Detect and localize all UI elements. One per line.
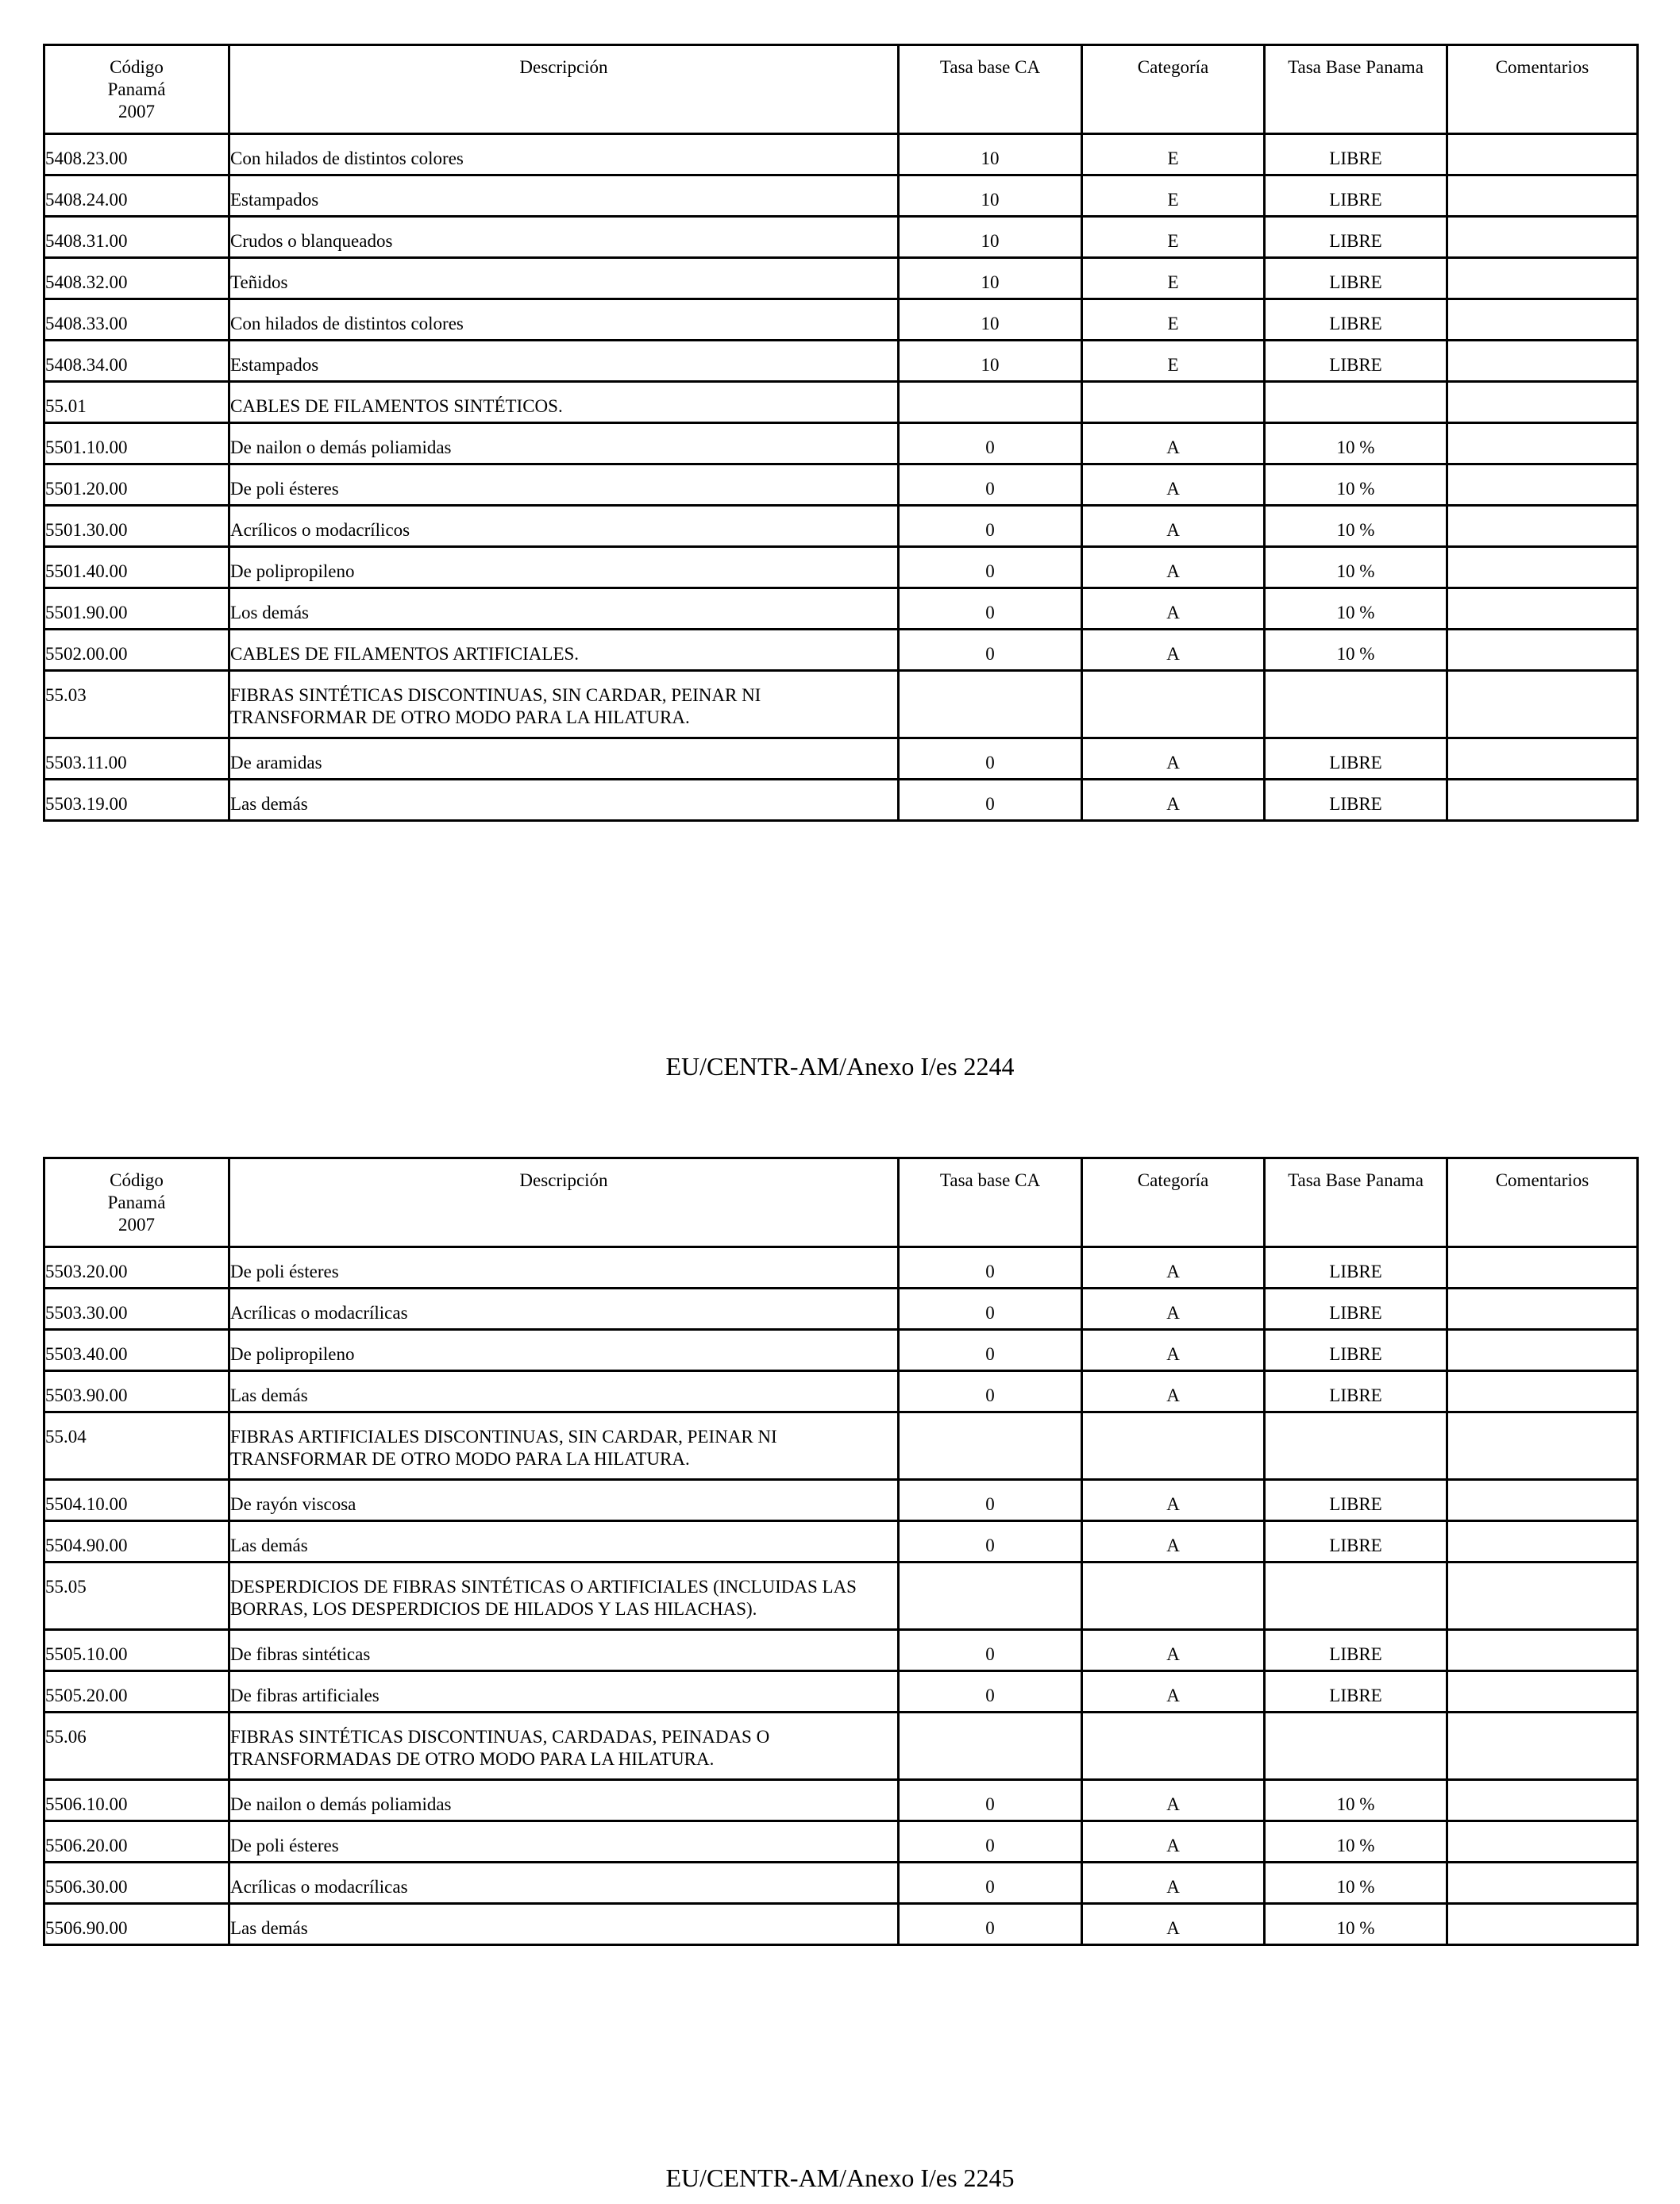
cell-code: 5408.24.00 xyxy=(44,175,229,217)
cell-tasa-base-panama: LIBRE xyxy=(1265,258,1447,299)
cell-comentarios xyxy=(1447,547,1638,588)
header-code: Código Panamá 2007 xyxy=(44,1158,229,1247)
cell-tasa-base-ca xyxy=(899,1713,1082,1780)
cell-tasa-base-panama xyxy=(1265,1412,1447,1480)
cell-tasa-base-ca: 0 xyxy=(899,1330,1082,1371)
cell-code: 5408.34.00 xyxy=(44,341,229,382)
table-row xyxy=(44,1521,1638,1562)
cell-categoria: E xyxy=(1082,299,1265,341)
table-row xyxy=(44,506,1638,547)
cell-tasa-base-panama: 10 % xyxy=(1265,1904,1447,1945)
cell-comentarios xyxy=(1447,738,1638,780)
table-row xyxy=(44,588,1638,630)
cell-comentarios xyxy=(1447,1412,1638,1480)
cell-comentarios xyxy=(1447,1562,1638,1630)
cell-tasa-base-ca: 0 xyxy=(899,738,1082,780)
cell-tasa-base-panama: 10 % xyxy=(1265,588,1447,630)
cell-code: 5408.23.00 xyxy=(44,134,229,175)
cell-tasa-base-panama: LIBRE xyxy=(1265,1330,1447,1371)
cell-comentarios xyxy=(1447,382,1638,423)
page-reference-2244: EU/CENTR-AM/Anexo I/es 2244 xyxy=(665,1052,1015,1081)
cell-tasa-base-ca: 10 xyxy=(899,258,1082,299)
cell-description: CABLES DE FILAMENTOS SINTÉTICOS. xyxy=(229,382,899,423)
cell-code: 5501.40.00 xyxy=(44,547,229,588)
cell-categoria: A xyxy=(1082,738,1265,780)
cell-tasa-base-ca: 0 xyxy=(899,1521,1082,1562)
cell-categoria: A xyxy=(1082,506,1265,547)
cell-code: 55.04 xyxy=(44,1412,229,1480)
cell-categoria xyxy=(1082,671,1265,738)
cell-comentarios xyxy=(1447,1904,1638,1945)
cell-categoria: E xyxy=(1082,217,1265,258)
cell-description: Acrílicas o modacrílicas xyxy=(229,1863,899,1904)
cell-tasa-base-panama: LIBRE xyxy=(1265,299,1447,341)
cell-code: 5504.10.00 xyxy=(44,1480,229,1521)
cell-description: Teñidos xyxy=(229,258,899,299)
cell-description: Las demás xyxy=(229,780,899,821)
cell-tasa-base-ca: 0 xyxy=(899,1247,1082,1289)
cell-categoria: A xyxy=(1082,1904,1265,1945)
cell-comentarios xyxy=(1447,1289,1638,1330)
cell-tasa-base-panama: LIBRE xyxy=(1265,1289,1447,1330)
cell-tasa-base-panama: LIBRE xyxy=(1265,780,1447,821)
header-categoria: Categoría xyxy=(1082,45,1265,134)
cell-categoria xyxy=(1082,1713,1265,1780)
table-row xyxy=(44,1713,1638,1780)
cell-comentarios xyxy=(1447,1371,1638,1412)
cell-tasa-base-ca: 0 xyxy=(899,1863,1082,1904)
cell-tasa-base-ca: 0 xyxy=(899,423,1082,464)
cell-code: 5408.31.00 xyxy=(44,217,229,258)
cell-description: De rayón viscosa xyxy=(229,1480,899,1521)
cell-code: 55.03 xyxy=(44,671,229,738)
cell-tasa-base-panama: 10 % xyxy=(1265,506,1447,547)
header-categoria: Categoría xyxy=(1082,1158,1265,1247)
cell-tasa-base-panama: LIBRE xyxy=(1265,1630,1447,1671)
cell-tasa-base-ca: 0 xyxy=(899,1780,1082,1821)
table-header xyxy=(44,45,1638,134)
table-row xyxy=(44,1671,1638,1713)
cell-description: Estampados xyxy=(229,175,899,217)
cell-comentarios xyxy=(1447,1247,1638,1289)
cell-tasa-base-ca: 0 xyxy=(899,506,1082,547)
cell-tasa-base-panama: LIBRE xyxy=(1265,217,1447,258)
table-body xyxy=(44,1247,1638,1945)
header-code: Código Panamá 2007 xyxy=(44,45,229,134)
tariff-table-page-2245 xyxy=(43,1157,1639,1946)
cell-tasa-base-ca: 0 xyxy=(899,1289,1082,1330)
table-row xyxy=(44,1904,1638,1945)
cell-code: 5506.30.00 xyxy=(44,1863,229,1904)
cell-description: DESPERDICIOS DE FIBRAS SINTÉTICAS O ARTIFICIALES (INCLUIDAS LAS BORRAS, LOS DESPERDICIOS DE HILADOS Y LAS HILACHAS). xyxy=(229,1562,899,1630)
cell-tasa-base-panama: LIBRE xyxy=(1265,1247,1447,1289)
header-row xyxy=(44,45,1638,134)
cell-comentarios xyxy=(1447,423,1638,464)
cell-description: De poli ésteres xyxy=(229,1821,899,1863)
cell-categoria: A xyxy=(1082,547,1265,588)
cell-categoria: A xyxy=(1082,1671,1265,1713)
table-row xyxy=(44,1412,1638,1480)
cell-code: 5506.10.00 xyxy=(44,1780,229,1821)
cell-description: Con hilados de distintos colores xyxy=(229,134,899,175)
cell-description: Con hilados de distintos colores xyxy=(229,299,899,341)
cell-tasa-base-ca: 0 xyxy=(899,780,1082,821)
table-row xyxy=(44,423,1638,464)
table-row xyxy=(44,175,1638,217)
cell-tasa-base-ca: 10 xyxy=(899,217,1082,258)
cell-categoria: A xyxy=(1082,1330,1265,1371)
table-row xyxy=(44,1863,1638,1904)
cell-tasa-base-panama: LIBRE xyxy=(1265,1480,1447,1521)
cell-categoria: A xyxy=(1082,1863,1265,1904)
cell-categoria: A xyxy=(1082,1247,1265,1289)
cell-tasa-base-ca: 10 xyxy=(899,175,1082,217)
table-row xyxy=(44,464,1638,506)
cell-description: FIBRAS ARTIFICIALES DISCONTINUAS, SIN CARDAR, PEINAR NI TRANSFORMAR DE OTRO MODO PARA LA HILATURA. xyxy=(229,1412,899,1480)
table-row xyxy=(44,547,1638,588)
cell-categoria: A xyxy=(1082,1371,1265,1412)
cell-code: 5501.10.00 xyxy=(44,423,229,464)
cell-tasa-base-panama: LIBRE xyxy=(1265,175,1447,217)
cell-tasa-base-ca: 10 xyxy=(899,299,1082,341)
cell-code: 5503.20.00 xyxy=(44,1247,229,1289)
cell-tasa-base-ca: 0 xyxy=(899,1671,1082,1713)
cell-description: De polipropileno xyxy=(229,547,899,588)
cell-code: 5501.30.00 xyxy=(44,506,229,547)
cell-comentarios xyxy=(1447,671,1638,738)
cell-tasa-base-panama: 10 % xyxy=(1265,1780,1447,1821)
cell-comentarios xyxy=(1447,134,1638,175)
cell-description: De fibras sintéticas xyxy=(229,1630,899,1671)
table-row xyxy=(44,217,1638,258)
cell-code: 5503.19.00 xyxy=(44,780,229,821)
cell-code: 5501.20.00 xyxy=(44,464,229,506)
cell-tasa-base-panama: LIBRE xyxy=(1265,1371,1447,1412)
cell-tasa-base-ca: 0 xyxy=(899,630,1082,671)
cell-code: 55.06 xyxy=(44,1713,229,1780)
table-row xyxy=(44,1630,1638,1671)
header-comentarios: Comentarios xyxy=(1447,45,1638,134)
cell-categoria: A xyxy=(1082,423,1265,464)
cell-tasa-base-ca: 0 xyxy=(899,1904,1082,1945)
table-row xyxy=(44,671,1638,738)
cell-categoria: A xyxy=(1082,588,1265,630)
header-description: Descripción xyxy=(229,1158,899,1247)
table-row xyxy=(44,382,1638,423)
cell-comentarios xyxy=(1447,1521,1638,1562)
cell-description: Las demás xyxy=(229,1904,899,1945)
cell-comentarios xyxy=(1447,1330,1638,1371)
header-tasa-base-panama: Tasa Base Panama xyxy=(1265,1158,1447,1247)
cell-categoria: A xyxy=(1082,1521,1265,1562)
table-body xyxy=(44,134,1638,821)
header-comentarios: Comentarios xyxy=(1447,1158,1638,1247)
cell-description: FIBRAS SINTÉTICAS DISCONTINUAS, SIN CARDAR, PEINAR NI TRANSFORMAR DE OTRO MODO PARA LA HILATURA. xyxy=(229,671,899,738)
header-description: Descripción xyxy=(229,45,899,134)
cell-description: De poli ésteres xyxy=(229,464,899,506)
cell-tasa-base-ca: 0 xyxy=(899,464,1082,506)
cell-tasa-base-ca: 0 xyxy=(899,1630,1082,1671)
page-reference-2245: EU/CENTR-AM/Anexo I/es 2245 xyxy=(665,2164,1015,2192)
cell-categoria xyxy=(1082,1412,1265,1480)
cell-tasa-base-ca: 0 xyxy=(899,1371,1082,1412)
cell-categoria: E xyxy=(1082,175,1265,217)
cell-description: De aramidas xyxy=(229,738,899,780)
cell-tasa-base-ca: 0 xyxy=(899,588,1082,630)
cell-description: De nailon o demás poliamidas xyxy=(229,423,899,464)
cell-tasa-base-ca xyxy=(899,671,1082,738)
cell-tasa-base-panama xyxy=(1265,382,1447,423)
cell-categoria: A xyxy=(1082,1480,1265,1521)
cell-comentarios xyxy=(1447,1630,1638,1671)
cell-comentarios xyxy=(1447,630,1638,671)
cell-comentarios xyxy=(1447,299,1638,341)
cell-code: 5506.90.00 xyxy=(44,1904,229,1945)
header-tasa-base-panama: Tasa Base Panama xyxy=(1265,45,1447,134)
header-tasa-base-ca: Tasa base CA xyxy=(899,1158,1082,1247)
cell-description: De nailon o demás poliamidas xyxy=(229,1780,899,1821)
cell-code: 5502.00.00 xyxy=(44,630,229,671)
cell-description: De polipropileno xyxy=(229,1330,899,1371)
cell-comentarios xyxy=(1447,464,1638,506)
cell-tasa-base-ca xyxy=(899,382,1082,423)
cell-tasa-base-panama: 10 % xyxy=(1265,1863,1447,1904)
cell-tasa-base-panama xyxy=(1265,1713,1447,1780)
cell-categoria xyxy=(1082,1562,1265,1630)
cell-tasa-base-ca xyxy=(899,1562,1082,1630)
cell-code: 5501.90.00 xyxy=(44,588,229,630)
cell-comentarios xyxy=(1447,780,1638,821)
cell-description: Estampados xyxy=(229,341,899,382)
cell-description: Acrílicos o modacrílicos xyxy=(229,506,899,547)
cell-comentarios xyxy=(1447,588,1638,630)
cell-description: CABLES DE FILAMENTOS ARTIFICIALES. xyxy=(229,630,899,671)
cell-comentarios xyxy=(1447,341,1638,382)
cell-code: 5503.30.00 xyxy=(44,1289,229,1330)
table-row xyxy=(44,780,1638,821)
table-row xyxy=(44,1330,1638,1371)
cell-tasa-base-ca: 0 xyxy=(899,1480,1082,1521)
cell-comentarios xyxy=(1447,1480,1638,1521)
cell-code: 5505.10.00 xyxy=(44,1630,229,1671)
cell-tasa-base-ca: 10 xyxy=(899,341,1082,382)
tariff-table-page-2244 xyxy=(43,44,1639,822)
cell-categoria: A xyxy=(1082,1289,1265,1330)
table-row xyxy=(44,738,1638,780)
table-row xyxy=(44,341,1638,382)
table-row xyxy=(44,1371,1638,1412)
cell-description: De fibras artificiales xyxy=(229,1671,899,1713)
cell-description: FIBRAS SINTÉTICAS DISCONTINUAS, CARDADAS, PEINADAS O TRANSFORMADAS DE OTRO MODO PARA LA HILATURA. xyxy=(229,1713,899,1780)
cell-tasa-base-panama: 10 % xyxy=(1265,1821,1447,1863)
cell-code: 5504.90.00 xyxy=(44,1521,229,1562)
cell-tasa-base-ca: 0 xyxy=(899,1821,1082,1863)
table-row xyxy=(44,258,1638,299)
table-row xyxy=(44,1480,1638,1521)
table-row xyxy=(44,1562,1638,1630)
cell-categoria: A xyxy=(1082,630,1265,671)
cell-tasa-base-panama: 10 % xyxy=(1265,464,1447,506)
cell-comentarios xyxy=(1447,258,1638,299)
table-row xyxy=(44,1289,1638,1330)
cell-categoria: A xyxy=(1082,1630,1265,1671)
cell-tasa-base-panama: 10 % xyxy=(1265,630,1447,671)
cell-tasa-base-ca: 0 xyxy=(899,547,1082,588)
table-row xyxy=(44,1247,1638,1289)
cell-comentarios xyxy=(1447,1713,1638,1780)
cell-description: Crudos o blanqueados xyxy=(229,217,899,258)
table-row xyxy=(44,134,1638,175)
cell-tasa-base-panama: 10 % xyxy=(1265,547,1447,588)
cell-description: De poli ésteres xyxy=(229,1247,899,1289)
cell-code: 5505.20.00 xyxy=(44,1671,229,1713)
cell-comentarios xyxy=(1447,175,1638,217)
cell-comentarios xyxy=(1447,1821,1638,1863)
cell-code: 5408.32.00 xyxy=(44,258,229,299)
cell-code: 5503.90.00 xyxy=(44,1371,229,1412)
cell-code: 5408.33.00 xyxy=(44,299,229,341)
cell-comentarios xyxy=(1447,1780,1638,1821)
cell-tasa-base-ca xyxy=(899,1412,1082,1480)
cell-tasa-base-ca: 10 xyxy=(899,134,1082,175)
cell-description: Los demás xyxy=(229,588,899,630)
table-row xyxy=(44,1780,1638,1821)
cell-tasa-base-panama: LIBRE xyxy=(1265,738,1447,780)
cell-code: 55.05 xyxy=(44,1562,229,1630)
cell-tasa-base-panama xyxy=(1265,1562,1447,1630)
cell-categoria: A xyxy=(1082,780,1265,821)
cell-tasa-base-panama: LIBRE xyxy=(1265,341,1447,382)
cell-description: Las demás xyxy=(229,1371,899,1412)
cell-categoria: A xyxy=(1082,1821,1265,1863)
cell-comentarios xyxy=(1447,1863,1638,1904)
table-row xyxy=(44,1821,1638,1863)
cell-categoria: E xyxy=(1082,341,1265,382)
cell-description: Las demás xyxy=(229,1521,899,1562)
cell-categoria: E xyxy=(1082,134,1265,175)
cell-code: 5503.40.00 xyxy=(44,1330,229,1371)
cell-tasa-base-panama: LIBRE xyxy=(1265,1521,1447,1562)
cell-tasa-base-panama: LIBRE xyxy=(1265,134,1447,175)
cell-code: 5506.20.00 xyxy=(44,1821,229,1863)
cell-comentarios xyxy=(1447,506,1638,547)
cell-code: 5503.11.00 xyxy=(44,738,229,780)
cell-tasa-base-panama: LIBRE xyxy=(1265,1671,1447,1713)
cell-categoria: A xyxy=(1082,464,1265,506)
cell-categoria: E xyxy=(1082,258,1265,299)
header-row xyxy=(44,1158,1638,1247)
table-row xyxy=(44,299,1638,341)
cell-categoria xyxy=(1082,382,1265,423)
cell-description: Acrílicas o modacrílicas xyxy=(229,1289,899,1330)
cell-comentarios xyxy=(1447,217,1638,258)
header-tasa-base-ca: Tasa base CA xyxy=(899,45,1082,134)
cell-tasa-base-panama: 10 % xyxy=(1265,423,1447,464)
cell-code: 55.01 xyxy=(44,382,229,423)
cell-categoria: A xyxy=(1082,1780,1265,1821)
cell-comentarios xyxy=(1447,1671,1638,1713)
table-header xyxy=(44,1158,1638,1247)
cell-tasa-base-panama xyxy=(1265,671,1447,738)
table-row xyxy=(44,630,1638,671)
